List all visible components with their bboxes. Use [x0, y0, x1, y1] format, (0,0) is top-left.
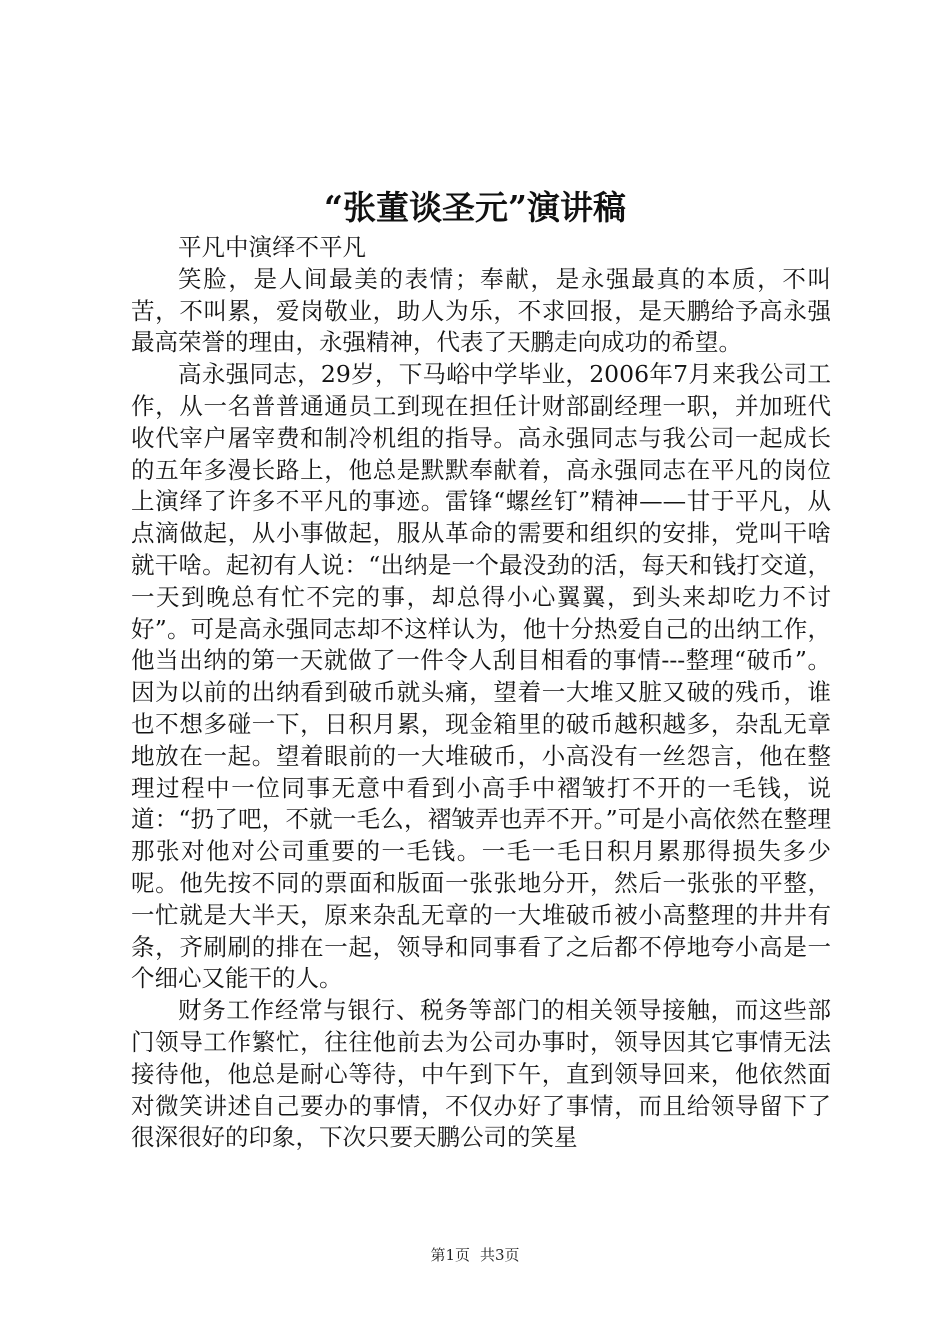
paragraph: 笑脸，是人间最美的表情；奉献，是永强最真的本质，不叫苦，不叫累，爱岗敬业，助人为乐，不求回报，是天鹏给予高永强最高荣誉的理由，永强精神，代表了天鹏走向成功的希望。	[131, 264, 831, 357]
document-title: “张董谈圣元”演讲稿	[324, 188, 626, 227]
page-number: 第1页	[430, 1246, 470, 1264]
paragraph: 高永强同志，29岁，下马峪中学毕业，2006年7月来我公司工作，从一名普普通通员工到现在担任计财部副经理一职，并加班代收代宰户屠宰费和制冷机组的指导。高永强同志与我公司一起成长的五年多漫长路上，他总是默默奉献着，高永强同志在平凡的岗位上演绎了许多不平凡的事迹。雷锋“螺丝钉”精神——甘于平凡，从点滴做起，从小事做起，服从革命的需要和组织的安排，党叫干啥就干啥。起初有人说：“出纳是一个最没劲的活，每天和钱打交道，一天到晚总有忙不完的事，却总得小心翼翼，到头来却吃力不讨好”。可是高永强同志却不这样认为，他十分热爱自己的出纳工作，他当出纳的第一天就做了一件令人刮目相看的事情---整理“破币”。因为以前的出纳看到破币就头痛，望着一大堆又脏又破的残币，谁也不想多碰一下，日积月累，现金箱里的破币越积越多，杂乱无章地放在一起。望着眼前的一大堆破币，小高没有一丝怨言，他在整理过程中一位同事无意中看到小高手中褶皱打不开的一毛钱，说道：“扔了吧，不就一毛么，褶皱弄也弄不开。”可是小高依然在整理那张对他对公司重要的一毛钱。一毛一毛日积月累那得损失多少呢。他先按不同的票面和版面一张张地分开，然后一张张的平整，一忙就是大半天，原来杂乱无章的一大堆破币被小高整理的井井有条，齐刷刷的排在一起，领导和同事看了之后都不停地夸小高是一个细心又能干的人。	[131, 360, 831, 993]
document-body	[131, 232, 831, 1154]
page-footer	[0, 1245, 950, 1265]
paragraph-subtitle: 平凡中演绎不平凡	[178, 233, 366, 261]
page-total: 共3页	[480, 1246, 520, 1264]
paragraph: 财务工作经常与银行、税务等部门的相关领导接触，而这些部门领导工作繁忙，往往他前去为公司办事时，领导因其它事情无法接待他，他总是耐心等待，中午到下午，直到领导回来，他依然面对微笑讲述自己要办的事情，不仅办好了事情，而且给领导留下了很深很好的印象，下次只要天鹏公司的笑星	[131, 996, 831, 1152]
